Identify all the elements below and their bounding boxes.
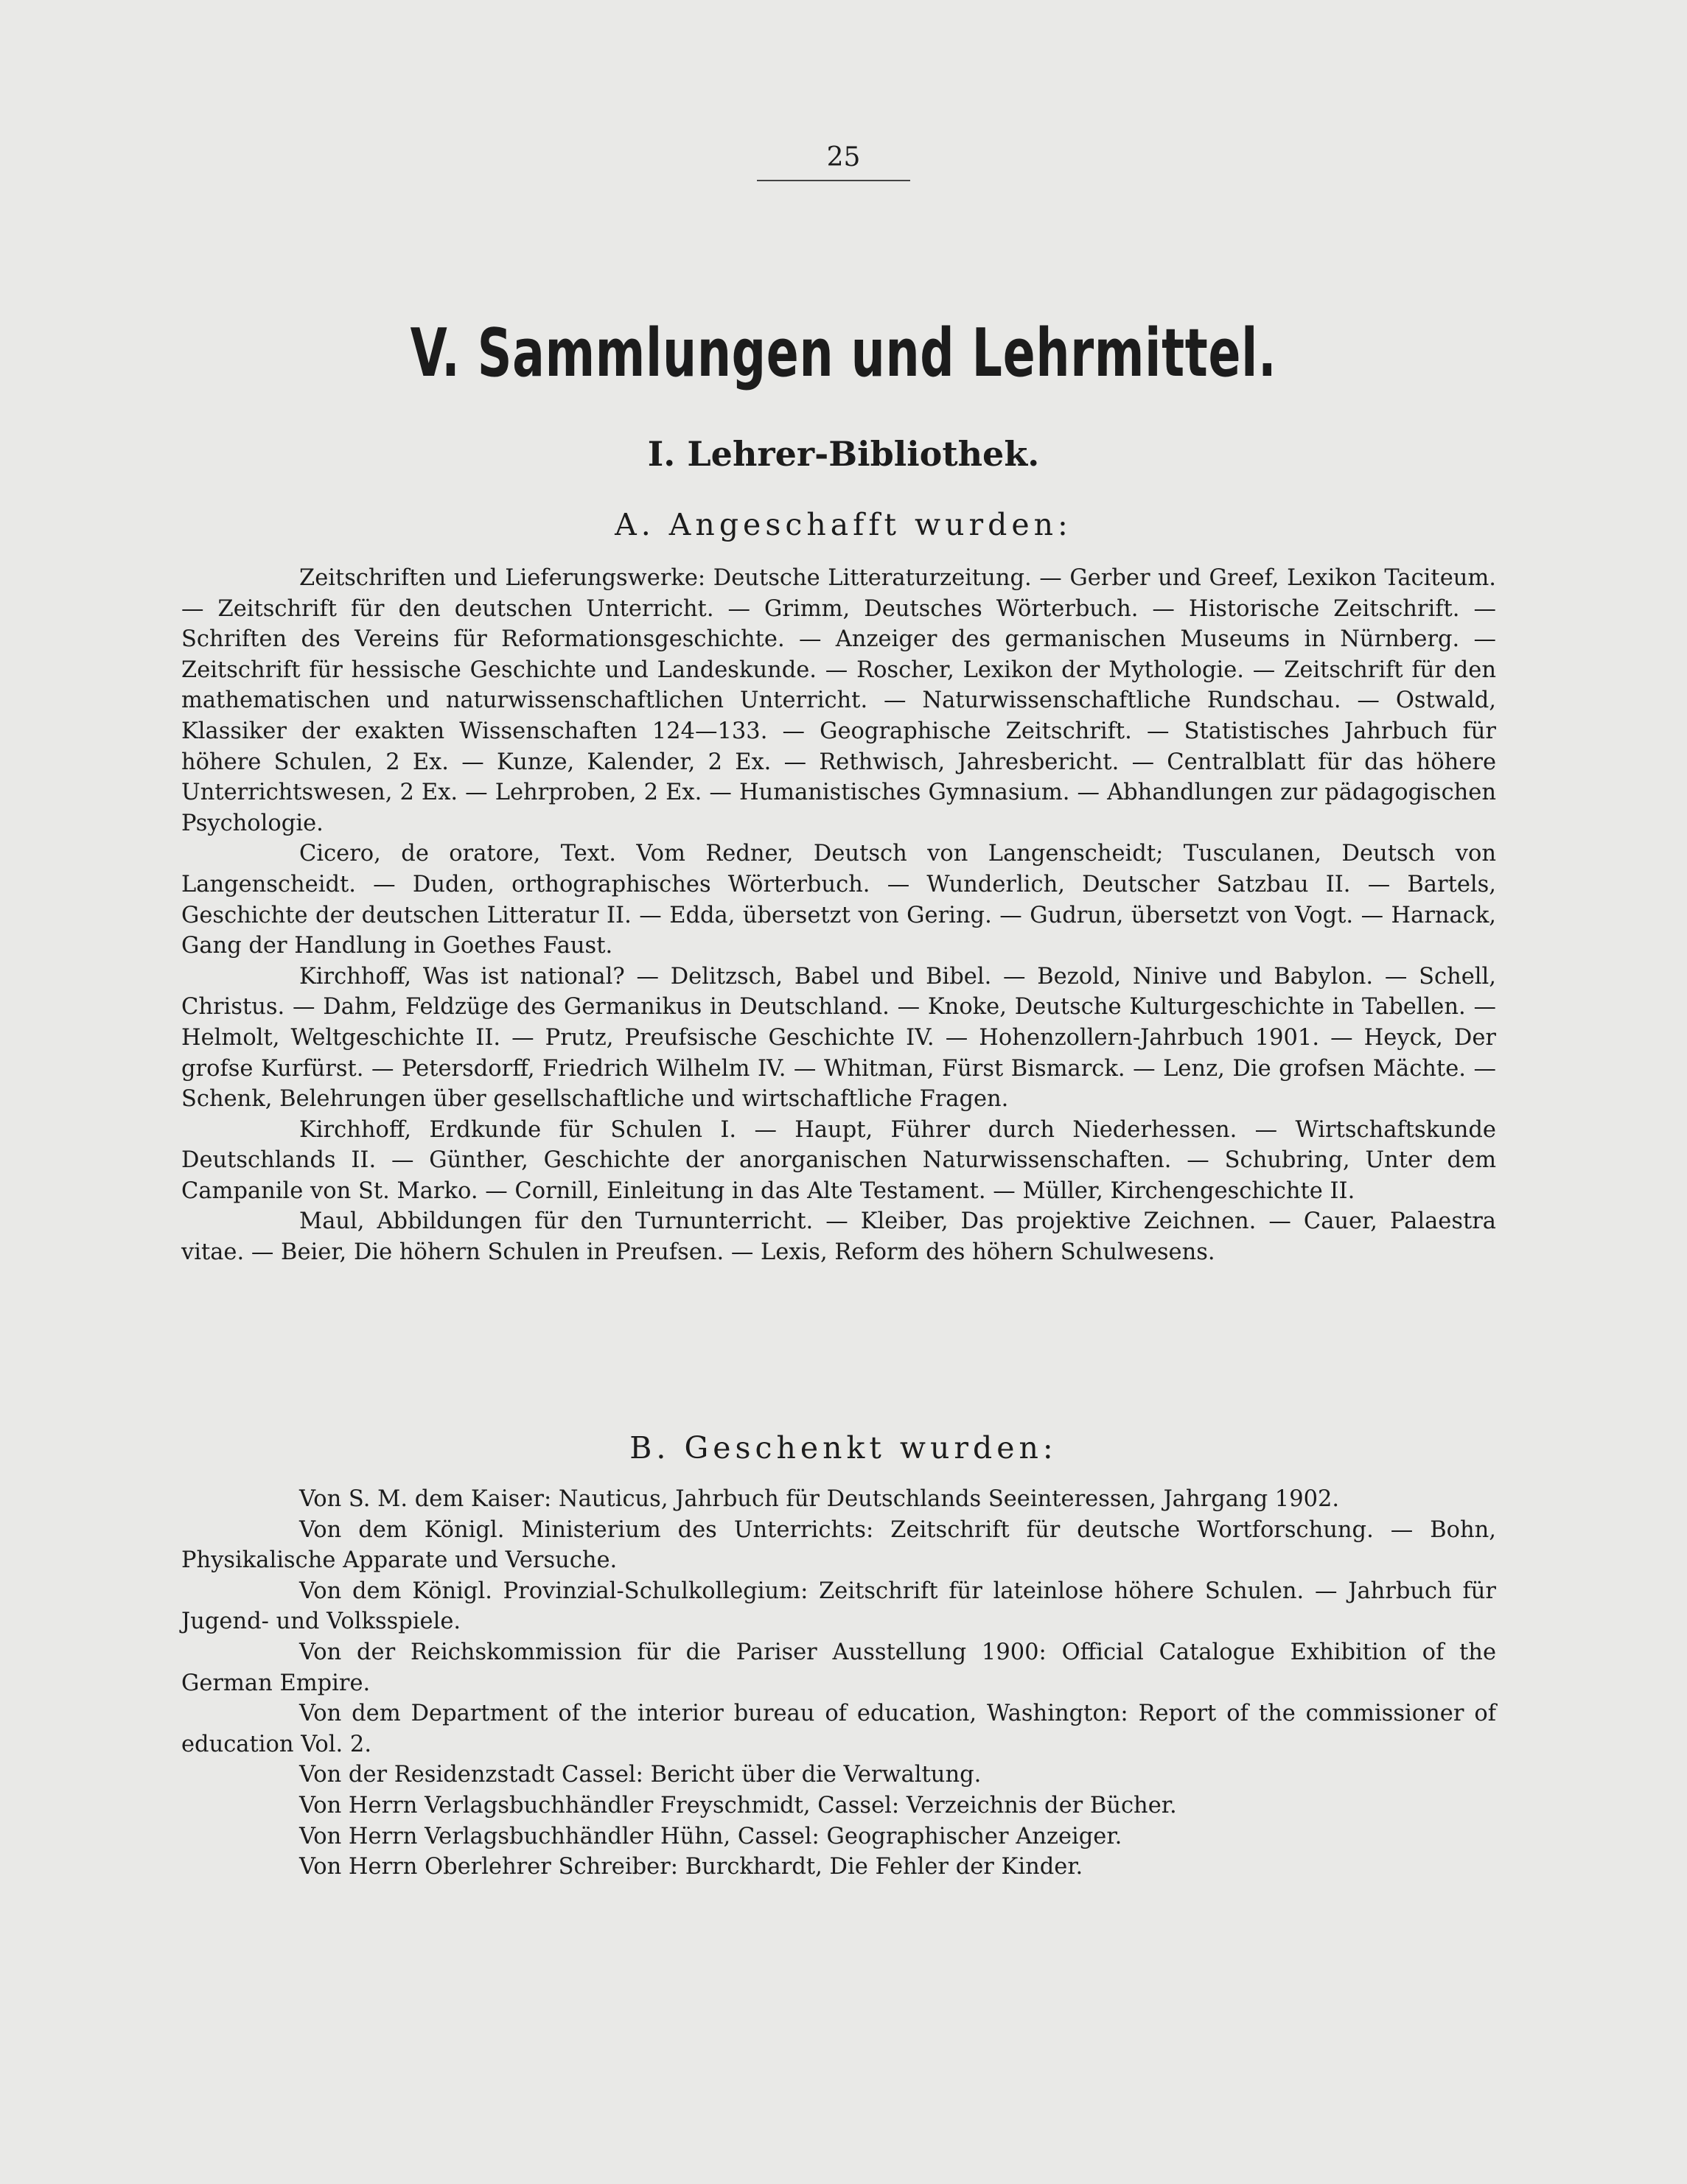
subsection-title-donated: B. Geschenkt wurden: [629, 1430, 1058, 1466]
donated-list [181, 1484, 1496, 1883]
donation-item: Von dem Königl. Provinzial-Schulkollegium: Zeitschrift für lateinlose höhere Schulen. — Jahrbuch für Jugend- und Volksspiele. [181, 1578, 1496, 1635]
acquired-paragraph-history: Kirchhoff, Was ist national? — Delitzsch, Babel und Bibel. — Bezold, Ninive und Babylon. — Schell, Christus. — Dahm, Feldzüge des Germanikus in Deutschland. — Knoke, Deutsche Kulturgeschichte in Tabellen. — Helmolt, Weltgeschichte II. — Prutz, Preufsische Geschichte IV. — Hohenzollern-Jahrbuch 1901. — Heyck, Der grofse Kurfürst. — Petersdorff, Friedrich Wilhelm IV. — Whitman, Fürst Bismarck. — Lenz, Die grofsen Mächte. — Schenk, Belehrungen über gesellschaftliche und wirtschaftliche Fragen. [181, 963, 1496, 1113]
page-number: 25 [826, 142, 861, 172]
donation-item: Von der Residenzstadt Cassel: Bericht über die Verwaltung. [299, 1762, 982, 1788]
acquired-paragraph-pedagogy: Maul, Abbildungen für den Turnunterricht. — Kleiber, Das projektive Zeichnen. — Cauer, Palaestra vitae. — Beier, Die höhern Schulen in Preufsen. — Lexis, Reform des höhern Schulwesens. [181, 1208, 1496, 1266]
donation-item: Von S. M. dem Kaiser: Nauticus, Jahrbuch für Deutschlands Seeinteressen, Jahrgang 1902. [299, 1486, 1340, 1512]
donation-item: Von dem Königl. Ministerium des Unterrichts: Zeitschrift für deutsche Wortforschung. — Bohn, Physikalische Apparate und Versuche. [181, 1516, 1496, 1574]
donation-item: Von Herrn Oberlehrer Schreiber: Burckhardt, Die Fehler der Kinder. [299, 1854, 1083, 1880]
donation-item: Von Herrn Verlagsbuchhändler Hühn, Cassel: Geographischer Anzeiger. [299, 1823, 1122, 1849]
donation-item: Von dem Department of the interior bureau of education, Washington: Report of the commissioner of education Vol. 2. [181, 1701, 1496, 1757]
subsection-title-acquired: A. Angeschafft wurden: [615, 507, 1072, 542]
acquired-paragraph-language: Cicero, de oratore, Text. Vom Redner, Deutsch von Langenscheidt; Tusculanen, Deutsch von Langenscheidt. — Duden, orthographisches Wörterbuch. — Wunderlich, Deutscher Satzbau II. — Bartels, Geschichte der deutschen Litteratur II. — Edda, übersetzt von Gering. — Gudrun, übersetzt von Vogt. — Harnack, Gang der Handlung in Goethes Faust. [181, 841, 1496, 959]
donation-item: Von der Reichskommission für die Pariser Ausstellung 1900: Official Catalogue Exhibition of the German Empire. [181, 1639, 1496, 1696]
acquired-list [181, 563, 1496, 1268]
donation-item: Von Herrn Verlagsbuchhändler Freyschmidt, Cassel: Verzeichnis der Bücher. [299, 1792, 1177, 1819]
header-rule [757, 180, 910, 181]
chapter-title: V. Sammlungen und Lehrmittel. [410, 315, 1277, 392]
acquired-paragraph-geography: Kirchhoff, Erdkunde für Schulen I. — Haupt, Führer durch Niederhessen. — Wirtschaftskunde Deutschlands II. — Günther, Geschichte der anorganischen Naturwissenschaften. — Schubring, Unter dem Campanile von St. Marko. — Cornill, Einleitung in das Alte Testament. — Müller, Kirchengeschichte II. [181, 1116, 1496, 1204]
section-title: I. Lehrer-Bibliothek. [647, 434, 1040, 474]
acquired-paragraph-periodicals: Zeitschriften und Lieferungswerke: Deutsche Litteraturzeitung. — Gerber und Greef, Lexikon Taciteum. — Zeitschrift für den deutschen Unterricht. — Grimm, Deutsches Wörterbuch. — Historische Zeitschrift. — Schriften des Vereins für Reformationsgeschichte. — Anzeiger des germanischen Museums in Nürnberg. — Zeitschrift für hessische Geschichte und Landeskunde. — Roscher, Lexikon der Mythologie. — Zeitschrift für den mathematischen und naturwissenschaftlichen Unterricht. — Naturwissenschaftliche Rundschau. — Ostwald, Klassiker der exakten Wissenschaften 124—133. — Geographische Zeitschrift. — Statistisches Jahrbuch für höhere Schulen, 2 Ex. — Kunze, Kalender, 2 Ex. — Rethwisch, Jahresbericht. — Centralblatt für das höhere Unterrichtswesen, 2 Ex. — Lehrproben, 2 Ex. — Humanistisches Gymnasium. — Abhandlungen zur pädagogischen Psychologie. [181, 565, 1496, 836]
